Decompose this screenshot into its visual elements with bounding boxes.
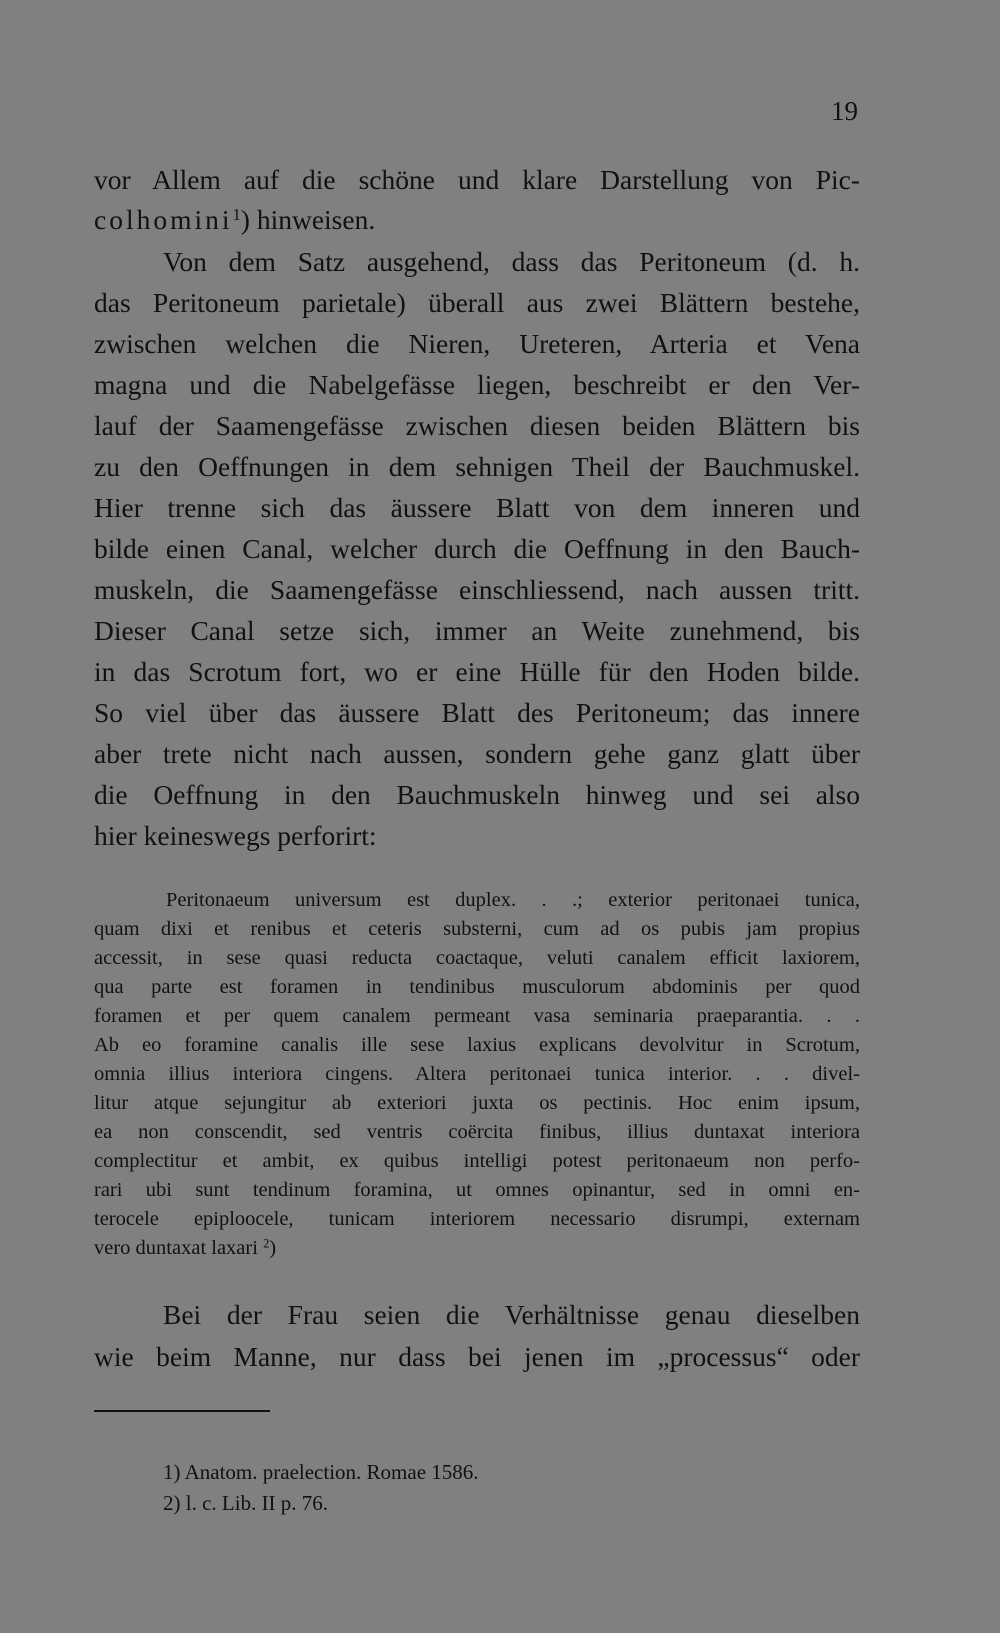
- body-line: lauf der Saamengefässe zwischen diesen beiden Blättern bis: [94, 410, 860, 441]
- quote-line: rari ubi sunt tendinum foramina, ut omnes opinantur, sed in omni en-: [94, 1179, 860, 1201]
- body-line: in das Scrotum fort, wo er eine Hülle für den Hoden bilde.: [94, 656, 860, 687]
- quote-line: ea non conscendit, sed ventris coërcita finibus, illius duntaxat interiora: [94, 1121, 860, 1143]
- footnote-text: l. c. Lib. II p. 76.: [185, 1491, 329, 1515]
- body-line: So viel über das äussere Blatt des Peritoneum; das innere: [94, 697, 860, 728]
- footnote-mark: 2): [163, 1491, 181, 1515]
- quote-line: complectitur et ambit, ex quibus intelligi potest peritonaeum non perfo-: [94, 1150, 860, 1172]
- body-line: bilde einen Canal, welcher durch die Oeffnung in den Bauch-: [94, 533, 860, 564]
- quote-line: accessit, in sese quasi reducta coactaque, veluti canalem efficit laxiorem,: [94, 947, 860, 969]
- body-line: muskeln, die Saamengefässe einschliessend, nach aussen tritt.: [94, 574, 860, 605]
- page-number: 19: [831, 96, 858, 126]
- footnote: [163, 1488, 328, 1518]
- footnote: [163, 1457, 479, 1487]
- body-line: wie beim Manne, nur dass bei jenen im „processus“ oder: [94, 1341, 860, 1372]
- body-line: Dieser Canal setze sich, immer an Weite zunehmend, bis: [94, 615, 860, 646]
- body-line: magna und die Nabelgefässe liegen, beschreibt er den Ver-: [94, 369, 860, 400]
- quote-line: omnia illius interiora cingens. Altera peritonaei tunica interior. . . divel-: [94, 1063, 860, 1085]
- body-line: Hier trenne sich das äussere Blatt von dem inneren und: [94, 492, 860, 523]
- quote-line: Peritonaeum universum est duplex. . .; exterior peritonaei tunica,: [166, 889, 860, 911]
- body-line: vor Allem auf die schöne und klare Darstellung von Pic-: [94, 164, 860, 195]
- body-line: Von dem Satz ausgehend, dass das Peritoneum (d. h.: [163, 246, 860, 277]
- body-line: zwischen welchen die Nieren, Ureteren, Arteria et Vena: [94, 328, 860, 359]
- body-line: das Peritoneum parietale) überall aus zwei Blättern bestehe,: [94, 287, 860, 318]
- body-line: aber trete nicht nach aussen, sondern gehe ganz glatt über: [94, 738, 860, 769]
- body-line: colhomini$^1$) hinweisen.: [94, 204, 376, 235]
- body-line: hier keineswegs perforirt:: [94, 820, 377, 851]
- quote-line: terocele epiploocele, tunicam interiorem necessario disrumpi, externam: [94, 1208, 860, 1230]
- body-line: zu den Oeffnungen in dem sehnigen Theil der Bauchmuskel.: [94, 451, 860, 482]
- footnote-ref: 1: [232, 204, 241, 224]
- quote-line: quam dixi et renibus et ceteris substerni, cum ad os pubis jam propius: [94, 918, 860, 940]
- quote-line: vero duntaxat laxari $^2$): [94, 1236, 277, 1259]
- footnote-ref: 2: [263, 1236, 270, 1251]
- footnote-mark: 1): [163, 1460, 181, 1484]
- quote-line: litur atque sejungitur ab exteriori juxta os pectinis. Hoc enim ipsum,: [94, 1092, 860, 1114]
- body-line: Bei der Frau seien die Verhältnisse genau dieselben: [163, 1299, 860, 1330]
- quote-line: Ab eo foramine canalis ille sese laxius explicans devolvitur in Scrotum,: [94, 1034, 860, 1056]
- author-name: colhomini: [94, 204, 233, 235]
- body-line: die Oeffnung in den Bauchmuskeln hinweg und sei also: [94, 779, 860, 810]
- footnote-divider: [94, 1410, 270, 1412]
- quote-line: foramen et per quem canalem permeant vasa seminaria praeparantia. . .: [94, 1005, 860, 1027]
- quote-line: qua parte est foramen in tendinibus musculorum abdominis per quod: [94, 976, 860, 998]
- footnote-text: Anatom. praelection. Romae 1586.: [184, 1460, 479, 1484]
